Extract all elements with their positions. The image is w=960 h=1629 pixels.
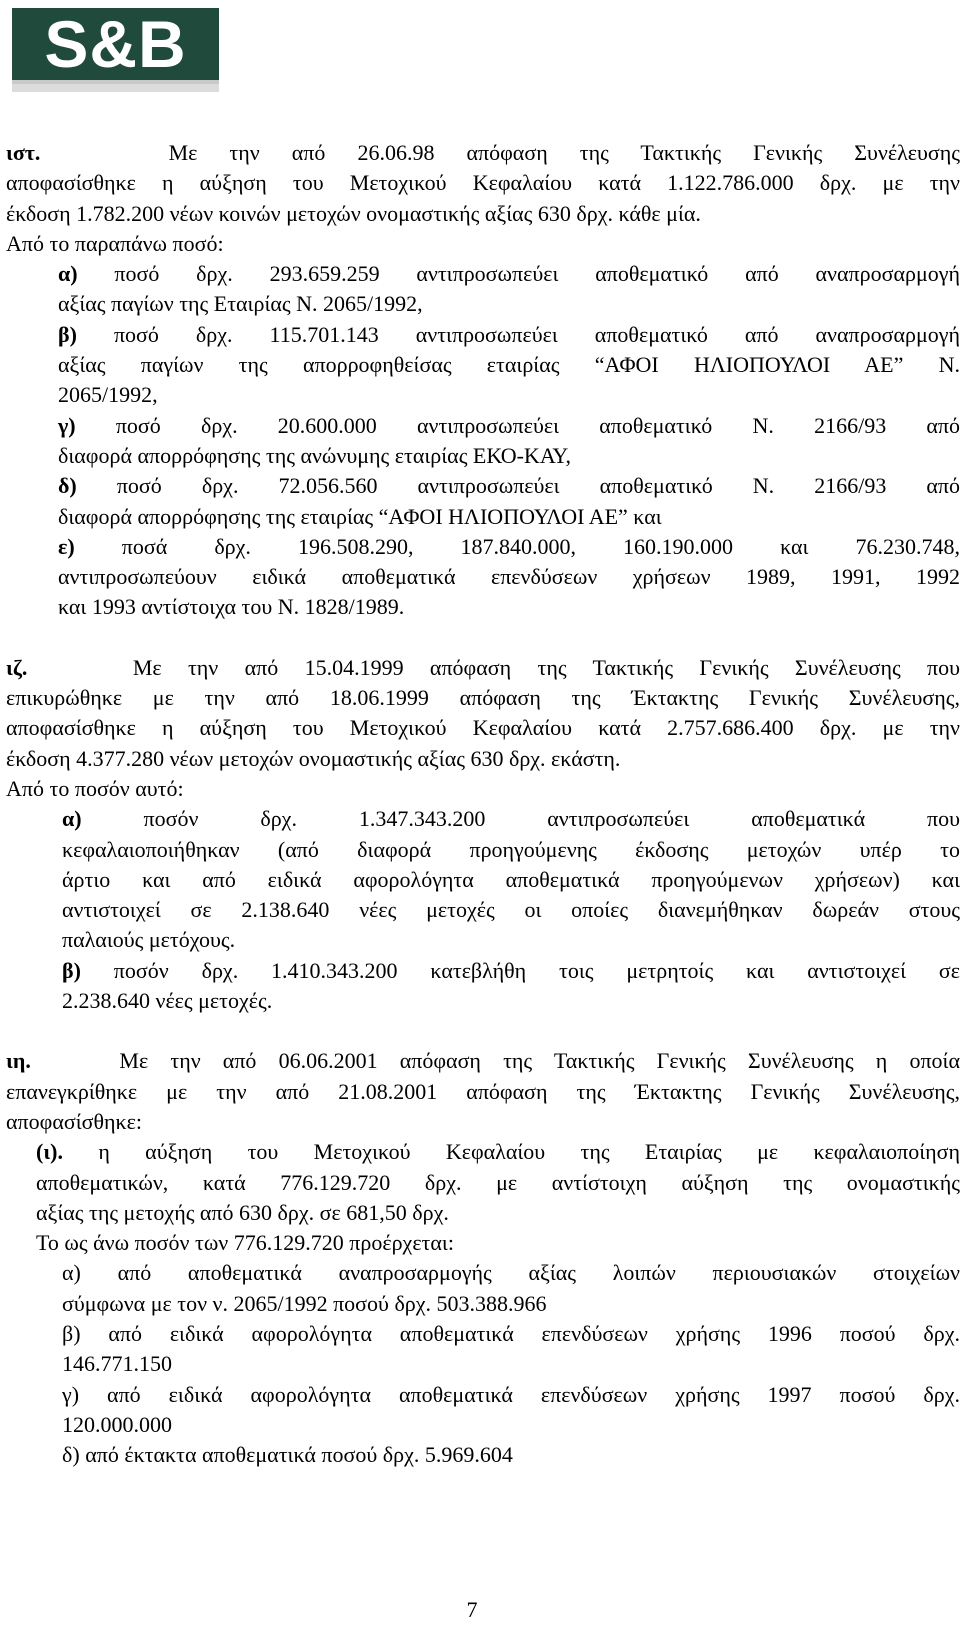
list-item: δ) από έκτακτα αποθεματικά ποσού δρχ. 5.969.604 (62, 1442, 513, 1468)
list-item-continuation: διαφορά απορρόφησης της ανώνυμης εταιρίας ΕΚΟ-ΚΑΥ, (58, 442, 571, 468)
list-item (6, 471, 960, 501)
list-item (6, 532, 960, 562)
paragraph-line (6, 653, 960, 683)
paragraph-gap (6, 623, 960, 653)
list-item: γ) από ειδικά αφορολόγητα αποθεματικά επενδύσεων χρήσης 1997 ποσού δρχ. (62, 1381, 960, 1407)
list-item-continuation: άρτιο και από ειδικά αφορολόγητα αποθεματικά προηγούμενων χρήσεων) και (62, 866, 960, 892)
text-line: ποσόν δρχ. 1.347.343.200 αντιπροσωπεύει αποθεματικά που (143, 806, 960, 832)
list-item-continuation: αποθεματικών, κατά 776.129.720 δρχ. με αντίστοιχη αύξηση της ονομαστικής (36, 1169, 960, 1195)
item-label: β) (62, 957, 81, 983)
page-number: 7 (466, 1597, 478, 1622)
text-line: ποσό δρχ. 115.701.143 αντιπροσωπεύει αποθεματικό από αναπροσαρμογή (113, 321, 960, 347)
paragraph-line: αποφασίσθηκε η αύξηση του Μετοχικού Κεφαλαίου κατά 1.122.786.000 δρχ. με την (6, 170, 960, 196)
item-label: α) (62, 806, 82, 832)
list-item-continuation: 2.238.640 νέες μετοχές. (62, 988, 273, 1014)
text-line: ποσά δρχ. 196.508.290, 187.840.000, 160.190.000 και 76.230.748, (121, 533, 960, 559)
list-item-continuation: κεφαλαιοποιήθηκαν (από διαφορά προηγούμενης έκδοσης μετοχών υπέρ το (62, 836, 960, 862)
list-item-continuation: σύμφωνα με τον ν. 2065/1992 ποσού δρχ. 503.388.966 (62, 1290, 547, 1316)
list-item-continuation: αντιπροσωπεύουν ειδικά αποθεματικά επενδύσεων χρήσεων 1989, 1991, 1992 (58, 564, 960, 590)
item-label: β) (58, 321, 77, 347)
text-line: ποσό δρχ. 293.659.259 αντιπροσωπεύει αποθεματικό από αναπροσαρμογή (114, 261, 960, 287)
list-item (6, 259, 960, 289)
logo-text: S&B (44, 7, 187, 81)
item-label: γ) (58, 412, 76, 438)
list-item-continuation: παλαιούς μετόχους. (62, 927, 236, 953)
paragraph-line (6, 138, 960, 168)
paragraph-line: Από το παραπάνω ποσό: (6, 230, 224, 256)
list-item (6, 956, 960, 986)
text-line: ποσό δρχ. 20.600.000 αντιπροσωπεύει αποθεματικό Ν. 2166/93 από (115, 412, 960, 438)
paragraph-line: Το ως άνω ποσόν των 776.129.720 προέρχεται: (36, 1230, 454, 1256)
list-item (6, 320, 960, 350)
text-line: η αύξηση του Μετοχικού Κεφαλαίου της Εταιρίας με κεφαλαιοποίηση (98, 1139, 960, 1165)
text-line: Με την από 15.04.1999 απόφαση της Τακτικής Γενικής Συνέλευσης που (132, 654, 960, 680)
paragraph-gap (6, 1016, 960, 1046)
text-line: Με την από 06.06.2001 απόφαση της Τακτικής Γενικής Συνέλευσης η οποία (119, 1048, 960, 1074)
list-item-continuation: αξίας της μετοχής από 630 δρχ. σε 681,50 δρχ. (36, 1199, 449, 1225)
paragraph-line: αποφασίσθηκε η αύξηση του Μετοχικού Κεφαλαίου κατά 2.757.686.400 δρχ. με την (6, 715, 960, 741)
list-item-continuation: διαφορά απορρόφησης της εταιρίας “ΑΦΟΙ ΗΛΙΟΠΟΥΛΟΙ ΑΕ” και (58, 503, 662, 529)
list-item-continuation: 2065/1992, (58, 382, 158, 408)
list-item-continuation: 146.771.150 (62, 1351, 172, 1377)
list-item-continuation: και 1993 αντίστοιχα του Ν. 1828/1989. (58, 594, 405, 620)
list-item (6, 804, 960, 834)
item-label: α) (58, 261, 78, 287)
text-line: ποσόν δρχ. 1.410.343.200 κατεβλήθη τοις μετρητοίς και αντιστοιχεί σε (113, 957, 960, 983)
list-item (6, 1137, 960, 1167)
paragraph-line: αποφασίσθηκε: (6, 1108, 142, 1134)
text-line: ποσό δρχ. 72.056.560 αντιπροσωπεύει αποθεματικό Ν. 2166/93 από (116, 473, 960, 499)
list-item-continuation: αξίας παγίων της απορροφηθείσας εταιρίας “ΑΦΟΙ ΗΛΙΟΠΟΥΛΟΙ ΑΕ” Ν. (58, 352, 960, 378)
document-body (6, 138, 960, 1470)
item-label: (ι). (36, 1139, 63, 1165)
text-line: Με την από 26.06.98 απόφαση της Τακτικής Γενικής Συνέλευσης (168, 140, 960, 165)
item-label: ε) (58, 533, 75, 559)
list-item: β) από ειδικά αφορολόγητα αποθεματικά επενδύσεων χρήσης 1996 ποσού δρχ. (62, 1320, 960, 1346)
section-label: ιη. (6, 1048, 31, 1074)
paragraph-line (6, 1046, 960, 1076)
list-item (6, 411, 960, 441)
list-item-continuation: αντιστοιχεί σε 2.138.640 νέες μετοχές οι οποίες διανεμήθηκαν δωρεάν στους (62, 897, 960, 923)
list-item-continuation: αξίας παγίων της Εταιρίας Ν. 2065/1992, (58, 291, 423, 317)
paragraph-line: έκδοση 4.377.280 νέων μετοχών ονομαστικής αξίας 630 δρχ. εκάστη. (6, 745, 621, 771)
paragraph-line: επικυρώθηκε με την από 18.06.1999 απόφαση της Έκτακτης Γενικής Συνέλευσης, (6, 685, 960, 711)
paragraph-line: Από το ποσόν αυτό: (6, 775, 184, 801)
list-item: α) από αποθεματικά αναπροσαρμογής αξίας λοιπών περιουσιακών στοιχείων (62, 1260, 960, 1286)
section-label: ιστ. (6, 140, 41, 165)
list-item-continuation: 120.000.000 (62, 1411, 172, 1437)
item-label: δ) (58, 473, 77, 499)
paragraph-line: έκδοση 1.782.200 νέων κοινών μετοχών ονομαστικής αξίας 630 δρχ. κάθε μία. (6, 200, 701, 226)
company-logo (12, 8, 219, 99)
paragraph-line: επανεγκρίθηκε με την από 21.08.2001 απόφαση της Έκτακτης Γενικής Συνέλευσης, (6, 1078, 960, 1104)
section-label: ιζ. (6, 654, 28, 680)
